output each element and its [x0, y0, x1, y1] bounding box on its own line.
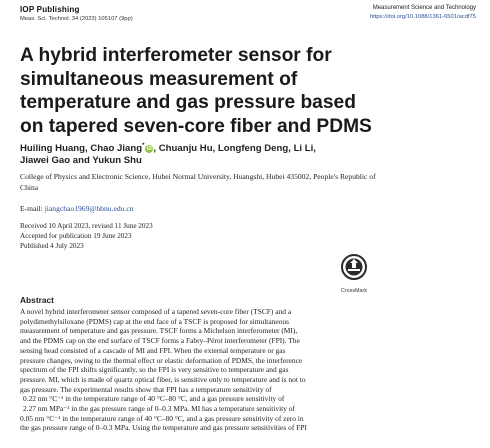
abstract-line: polydimethylsiloxane (PDMS) cap at the end face of a TSCF is proposed for simultaneous — [20, 316, 290, 326]
email-label: E-mail: — [20, 204, 45, 213]
paper-title — [20, 44, 480, 138]
publisher-name: IOP Publishing — [20, 5, 80, 14]
title-line: on tapered seven-core fiber and PDMS — [20, 115, 372, 137]
abstract-line: sensing head consisted of a cascade of MI and FPI. When the external temperature or gas — [20, 345, 286, 355]
abstract-line: pressure changes, owing to the thermal effect or elastic deformation of PDMS, the interference — [20, 355, 303, 365]
journal-citation: Meas. Sci. Technol. 34 (2023) 105107 (9pp) — [20, 16, 133, 22]
authors-line-1-rest: , Chuanju Hu, Longfeng Deng, Li Li, — [153, 143, 316, 155]
crossmark-badge[interactable] — [334, 254, 374, 294]
abstract-line: 0.05 nm °C⁻¹ in the temperature range of 40 °C–80 °C, and a gas pressure sensitivity of zero in — [20, 413, 304, 423]
abstract-line: spectrum of the FPI shifts significantly, so the FPI is very sensitive to temperature and gas — [20, 365, 289, 375]
date-published: Published 4 July 2023 — [20, 241, 84, 250]
publication-dates — [20, 222, 153, 251]
abstract-line: and the PDMS cap on the end surface of TSCF forms a Fabry–Pérot interferometer (FPI). The — [20, 336, 300, 346]
authors-line-1: Huiling Huang, Chao Jiang — [20, 143, 143, 155]
abstract-body — [20, 307, 378, 433]
corresponding-email — [20, 204, 134, 213]
doi-link[interactable]: https://doi.org/10.1088/1361-6501/acdf75 — [369, 14, 476, 20]
abstract-line: 2.27 nm MPa⁻¹ in the gas pressure range of 0–0.3 MPa. MI has a temperature sensitivity of — [23, 404, 295, 414]
affiliation: College of Physics and Electronic Science, Hubei Normal University, Huangshi, Hubei 435002, People's Republic of China — [20, 172, 376, 192]
authors-line-2: Jiawei Gao and Yukun Shu — [20, 154, 142, 166]
date-received: Received 10 April 2023, revised 11 June 2023 — [20, 222, 153, 230]
date-accepted: Accepted for publication 19 June 2023 — [20, 231, 132, 240]
abstract-line: pressure. MI, which is made of quartz optical fiber, is sensitive only to temperature and is not to — [20, 374, 306, 384]
abstract-line: A novel hybrid interferometer sensor composed of a tapered seven-core fiber (TSCF) and a — [20, 307, 292, 316]
orcid-icon[interactable]: iD — [146, 146, 152, 153]
title-line: temperature and gas pressure based — [20, 92, 356, 113]
crossmark-icon — [341, 254, 367, 282]
crossmark-label: CrossMark — [340, 288, 368, 294]
abstract-line: 0.22 nm °C⁻¹ in the temperature range of 40 °C–80 °C, and a gas pressure sensitivity of — [23, 394, 285, 404]
abstract-line: the gas pressure range of 0–0.3 MPa. Using the temperature and gas pressure sensitivities of FPI — [20, 423, 307, 433]
email-address-link[interactable]: jiangchao1969@hbnu.edu.cn — [44, 204, 134, 213]
journal-name: Measurement Science and Technology — [372, 5, 476, 11]
abstract-heading: Abstract — [20, 295, 54, 305]
title-line: A hybrid interferometer sensor for — [20, 45, 332, 66]
abstract-line: measurement of temperature and gas pressure. TSCF forms a Michelson interferometer (MI), — [20, 326, 298, 336]
title-line: simultaneous measurement of — [20, 68, 298, 90]
abstract-line: gas pressure. The experimental results show that FPI has a temperature sensitivity of — [20, 384, 272, 394]
author-list — [20, 141, 480, 166]
corresponding-author-mark: * — [142, 143, 145, 149]
